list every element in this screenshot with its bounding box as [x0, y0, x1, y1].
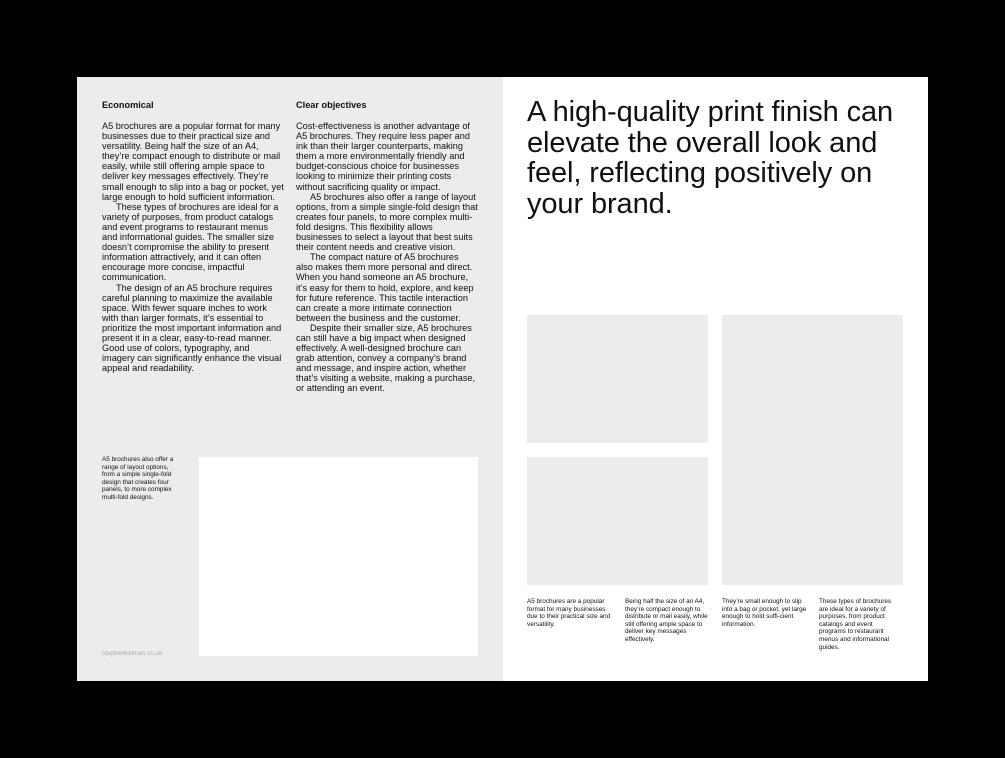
caption-2: Being half the size of an A4, they’re compact enough to distribute or mail easily, while still offering ample space to deliver key messages effectively.	[625, 598, 708, 643]
economical-body	[102, 121, 284, 373]
layout-caption: A5 brochures also offer a range of layout options, from a simple single-fold design that creates four panels, to more complex multi-fold designs.	[102, 456, 174, 501]
caption-4: These types of brochures are ideal for a variety of purposes, from product catalogs and event programs to restaurant menus and informational guides.	[819, 598, 892, 651]
paragraph: Cost-effectiveness is another advantage of A5 brochures. They require less paper and ink than their larger counterparts, making them a more environmentally friendly and budget-conscious choice for businesses looking to minimize their printing costs without sacrificing quality or impact.	[296, 121, 470, 192]
paragraph: The design of an A5 brochure requires careful planning to maximize the available space. With fewer square inches to work with than larger formats, it’s essential to prioritize the most important information and present it in a clear, easy-to-read manner. Good use of colors, typography, and imagery can significantly enhance the visual appeal and readability.	[102, 282, 282, 374]
right-page	[503, 77, 928, 681]
paragraph: These types of brochures are ideal for a variety of purposes, from product catalogs and event programs to restaurant menus and informational guides. The smaller size doesn’t compromise the ability to present information attractively, and it can often encourage more concise, impactful communication.	[102, 201, 279, 283]
image-placeholder	[527, 457, 708, 585]
paragraph: The compact nature of A5 brochures also makes them more personal and direct. When you hand someone an A5 brochure, it’s easy for them to hold, explore, and keep for future reference. This tactile interaction can create a more intimate connection between the business and the customer.	[296, 252, 474, 323]
image-placeholder	[527, 315, 708, 443]
left-page	[77, 77, 503, 681]
headline: A high-quality print finish can elevate the overall look and feel, reflecting positively on your brand.	[527, 96, 894, 220]
economical-heading: Economical	[102, 100, 154, 110]
paragraph: A5 brochures also offer a range of layout options, from a simple single-fold design that creates four panels, to more complex multi-fold designs. This flexibility allows businesses to select a layout that best suits their content needs and creative vision.	[296, 191, 478, 253]
image-placeholder	[199, 457, 478, 656]
caption-3: They’re small enough to slip into a bag or pocket, yet large enough to hold suffi-cient information.	[722, 598, 807, 628]
paragraph: A5 brochures are a popular format for many businesses due to their practical size and versatility. Being half the size of an A4, they’re compact enough to distribute or mail easily, while still offering ample space to deliver key messages effectively. They’re small enough to slip into a bag or pocket, yet large enough to hold sufficient information.	[102, 121, 284, 202]
clear-objectives-body	[296, 121, 478, 394]
footer-url: stephenkelman.co.uk	[102, 650, 163, 657]
image-placeholder	[722, 315, 903, 585]
clear-objectives-heading: Clear objectives	[296, 100, 367, 110]
caption-1: A5 brochures are a popular format for many businesses due to their practical size and versatility.	[527, 598, 611, 628]
paragraph: Despite their smaller size, A5 brochures can still have a big impact when designed effectively. A well-designed brochure can grab attention, convey a company’s brand and message, and inspire action, whether that’s visiting a website, making a purchase, or attending an event.	[296, 322, 476, 394]
